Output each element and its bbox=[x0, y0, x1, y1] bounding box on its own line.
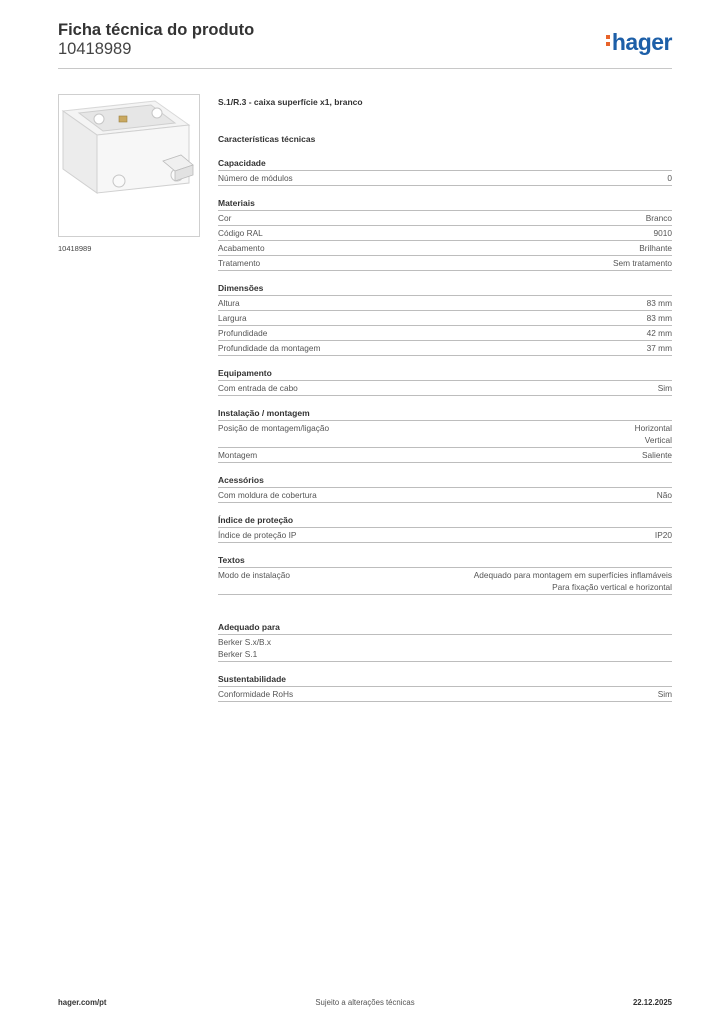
spec-value: 42 mm bbox=[646, 328, 672, 338]
spec-label: Índice de proteção IP bbox=[218, 530, 297, 540]
spec-value: Não bbox=[656, 490, 672, 500]
spec-row bbox=[218, 241, 672, 256]
spec-row bbox=[218, 421, 672, 448]
spec-value: 0 bbox=[667, 173, 672, 183]
spec-value: IP20 bbox=[654, 530, 672, 540]
spec-section bbox=[218, 407, 672, 463]
product-number: 10418989 bbox=[58, 40, 132, 58]
spec-row bbox=[218, 381, 672, 396]
spec-section bbox=[218, 367, 672, 396]
logo-colon-icon bbox=[606, 32, 610, 49]
spec-section bbox=[218, 157, 672, 186]
logo-text: hager bbox=[611, 29, 672, 55]
spec-row bbox=[218, 326, 672, 341]
characteristics-title: Características técnicas bbox=[218, 134, 316, 144]
spec-label: Com moldura de cobertura bbox=[218, 490, 317, 500]
spec-value: 9010 bbox=[653, 228, 672, 238]
spec-label: Profundidade bbox=[218, 328, 268, 338]
spec-row bbox=[218, 687, 672, 702]
spec-section bbox=[218, 282, 672, 356]
spec-value: Brilhante bbox=[639, 243, 672, 253]
spec-section bbox=[218, 621, 672, 662]
section-title: Dimensões bbox=[218, 282, 672, 296]
spec-row bbox=[218, 311, 672, 326]
spec-value: 83 mm bbox=[646, 298, 672, 308]
section-title: Sustentabilidade bbox=[218, 673, 672, 687]
spec-row bbox=[218, 528, 672, 543]
spec-label: Profundidade da montagem bbox=[218, 343, 321, 353]
footer-date: 22.12.2025 bbox=[632, 998, 672, 1007]
page-header bbox=[58, 21, 672, 59]
spec-row bbox=[218, 211, 672, 226]
spec-section bbox=[218, 514, 672, 543]
hager-logo bbox=[606, 29, 672, 55]
spec-row bbox=[218, 635, 672, 662]
section-title: Índice de proteção bbox=[218, 514, 672, 528]
spec-label: Berker S.x/B.x Berker S.1 bbox=[218, 637, 272, 659]
spec-row bbox=[218, 341, 672, 356]
footer-note: Sujeito a alterações técnicas bbox=[315, 998, 415, 1007]
spec-section bbox=[218, 673, 672, 702]
spec-label: Largura bbox=[218, 313, 247, 323]
section-title: Instalação / montagem bbox=[218, 407, 672, 421]
image-caption: 10418989 bbox=[58, 244, 92, 253]
section-title: Acessórios bbox=[218, 474, 672, 488]
spec-row bbox=[218, 226, 672, 241]
spec-label: Altura bbox=[218, 298, 240, 308]
section-title: Capacidade bbox=[218, 157, 672, 171]
spec-label: Tratamento bbox=[218, 258, 261, 268]
page-footer bbox=[58, 998, 672, 1010]
spec-value: 83 mm bbox=[646, 313, 672, 323]
section-title: Materiais bbox=[218, 197, 672, 211]
spec-value: Saliente bbox=[642, 450, 672, 460]
spec-value: Branco bbox=[645, 213, 672, 223]
spec-label: Modo de instalação bbox=[218, 570, 290, 580]
footer-website: hager.com/pt bbox=[58, 998, 107, 1007]
product-image bbox=[58, 94, 200, 237]
spec-label: Código RAL bbox=[218, 228, 263, 238]
spec-value: Horizontal Vertical bbox=[634, 423, 672, 445]
spec-section bbox=[218, 474, 672, 503]
section-title: Textos bbox=[218, 554, 672, 568]
spec-value: Sim bbox=[657, 383, 672, 393]
spec-label: Conformidade RoHs bbox=[218, 689, 294, 699]
spec-value: Sem tratamento bbox=[612, 258, 672, 268]
spec-label: Posição de montagem/ligação bbox=[218, 423, 330, 433]
spec-value: Adequado para montagem em superfícies inflamáveis Para fixação vertical e horizontal bbox=[473, 570, 672, 592]
product-name: S.1/R.3 - caixa superfície x1, branco bbox=[218, 97, 363, 107]
spec-row bbox=[218, 448, 672, 463]
spec-label: Cor bbox=[218, 213, 232, 223]
document-title: Ficha técnica do produto bbox=[58, 21, 255, 39]
spec-content bbox=[218, 96, 672, 702]
spec-value: 37 mm bbox=[646, 343, 672, 353]
spec-sections bbox=[218, 157, 672, 702]
spec-section bbox=[218, 554, 672, 595]
section-title: Adequado para bbox=[218, 621, 672, 635]
header-divider bbox=[58, 68, 672, 69]
spec-row bbox=[218, 568, 672, 595]
section-title: Equipamento bbox=[218, 367, 672, 381]
spec-row bbox=[218, 256, 672, 271]
spec-value: Sim bbox=[657, 689, 672, 699]
spec-section bbox=[218, 197, 672, 271]
spec-row bbox=[218, 488, 672, 503]
spec-label: Montagem bbox=[218, 450, 258, 460]
spec-label: Acabamento bbox=[218, 243, 265, 253]
spec-row bbox=[218, 171, 672, 186]
spec-row bbox=[218, 296, 672, 311]
surface-box-illustration bbox=[59, 95, 199, 236]
spec-label: Com entrada de cabo bbox=[218, 383, 298, 393]
spec-label: Número de módulos bbox=[218, 173, 293, 183]
